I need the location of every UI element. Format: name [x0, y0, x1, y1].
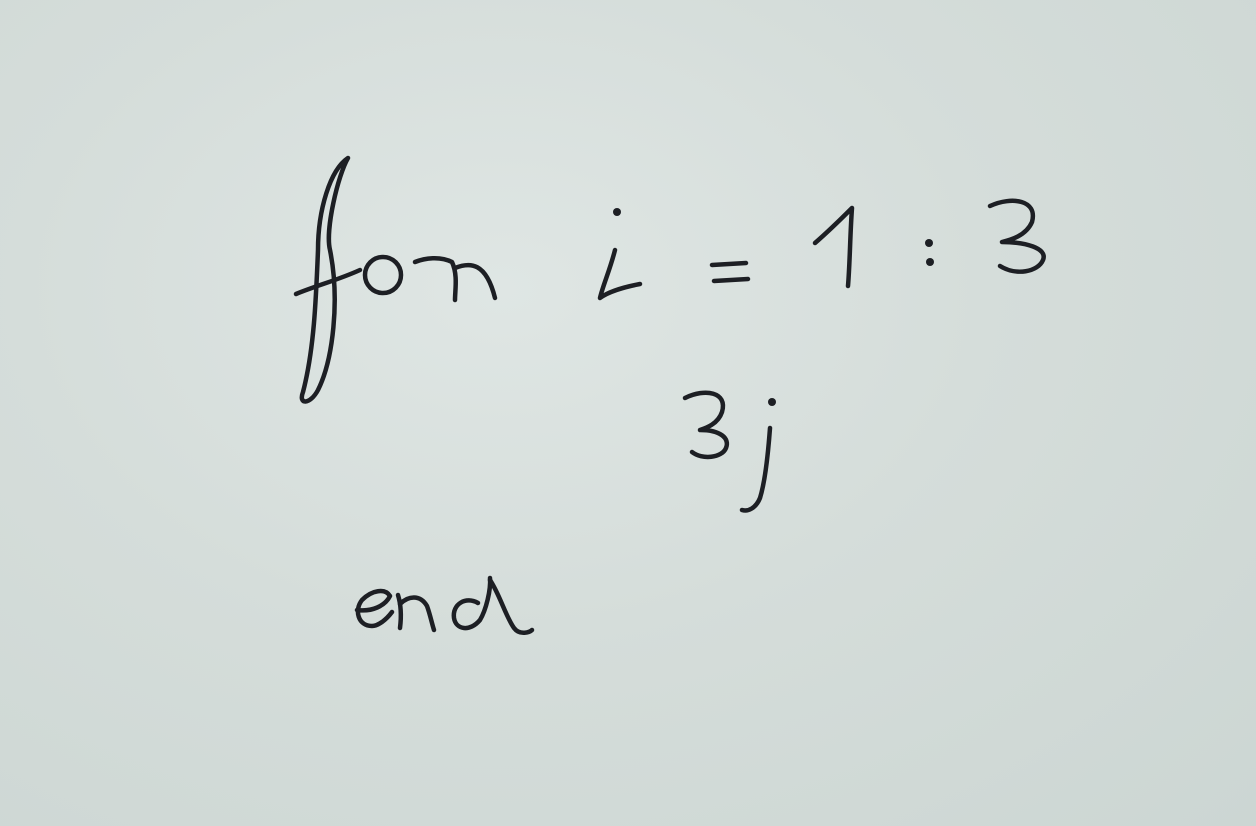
body-3j	[685, 393, 776, 511]
variable-i	[600, 208, 640, 298]
colon	[925, 239, 934, 266]
digit-1	[815, 208, 852, 286]
word-end	[357, 578, 532, 633]
word-for	[296, 158, 495, 402]
equals-sign	[712, 263, 748, 281]
digit-3	[990, 201, 1044, 272]
